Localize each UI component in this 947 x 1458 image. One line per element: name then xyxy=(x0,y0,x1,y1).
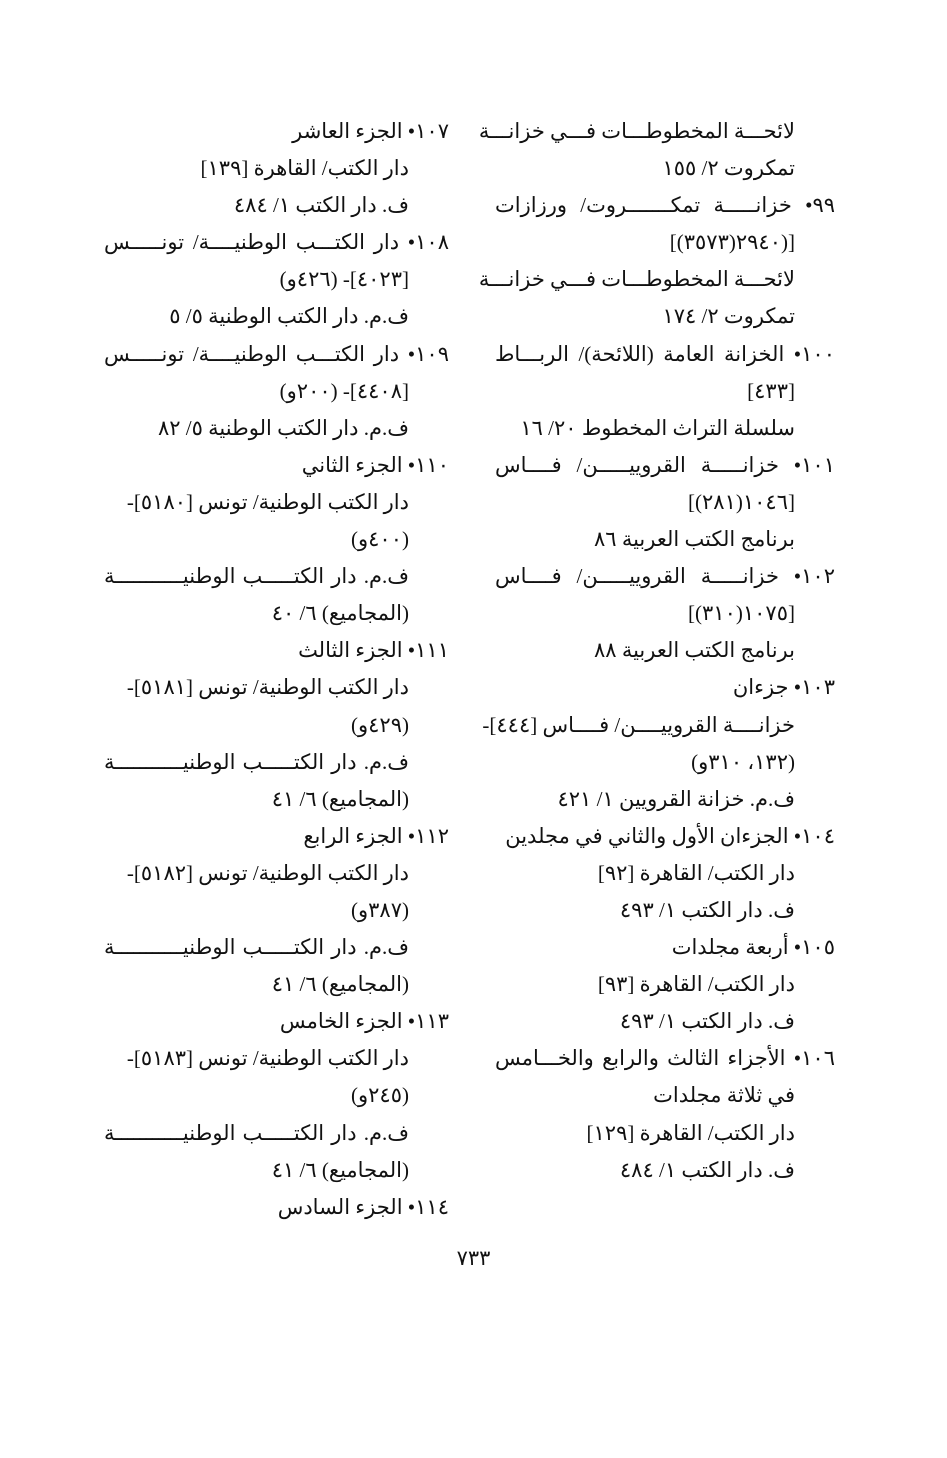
entry-detail-line: [١٠٤٦(٢٨١)] xyxy=(688,489,795,514)
entry-detail-line: سلسلة التراث المخطوط ٢٠/ ١٦ xyxy=(520,415,795,440)
entry-detail-line: (المجاميع) ٦/ ٤١ xyxy=(271,972,409,997)
entry-detail-line: ف.م. دار الكتب الوطنية ٥/ ٨٢ xyxy=(157,415,409,440)
entry-detail-line: برنامج الكتب العربية ٨٦ xyxy=(594,527,795,552)
entry-detail-line: (المجاميع) ٦/ ٤١ xyxy=(271,1157,409,1182)
entry-detail-line: دار الكتب الوطنية/ تونس [٥١٨٠]- xyxy=(126,489,409,514)
right-column xyxy=(478,113,835,1189)
entry-detail-line: دار الكتب الوطنية/ تونس [٥١٨٣]- xyxy=(126,1046,409,1071)
entry-heading-line: ١٠٩• دار الكتـــب الوطنيــــة/ تونـــــس xyxy=(104,341,449,366)
entry-detail-line: (١٣٢، ٣١٠و) xyxy=(691,749,795,774)
page-number: ٧٣٣ xyxy=(456,1246,491,1270)
entry-heading-line: ١٠٦• الأجزاء الثالث والرابع والخـــامس xyxy=(495,1046,835,1071)
entry-detail-line: ف.م. خزانة القرويين ١/ ٤٢١ xyxy=(557,786,795,811)
entry-detail-line: دار الكتب/ القاهرة [٩٣] xyxy=(597,972,795,997)
entry-heading-line: ١١١• الجزء الثالث xyxy=(298,638,449,663)
entry-detail-line: ف. دار الكتب ١/ ٤٨٤ xyxy=(233,193,409,218)
entry-detail-line: دار الكتب/ القاهرة [١٣٩] xyxy=(200,156,409,181)
entry-heading-line: ١٠٧• الجزء العاشر xyxy=(292,119,449,143)
entry-detail-line: [٤٤٠٨]- (٢٠٠و) xyxy=(279,378,409,403)
entry-detail-line: برنامج الكتب العربية ٨٨ xyxy=(594,638,795,663)
entry-detail-line: [١٠٧٥(٣١٠)] xyxy=(688,601,795,626)
entry-detail-line: ف.م. دار الكتـــــب الوطنيـــــــــــة xyxy=(104,935,409,960)
entry-detail-line: تمكروت ٢/ ١٧٤ xyxy=(662,304,795,329)
entry-detail-line: ف.م. دار الكتـــــب الوطنيـــــــــــة xyxy=(104,564,409,589)
entry-heading-line: ١١٠• الجزء الثاني xyxy=(301,452,449,477)
entry-detail-line: (٤٠٠و) xyxy=(351,527,409,552)
entry-heading-line: ١٠١• خزانـــــة القروييـــــن/ فــــاس xyxy=(495,452,835,477)
entry-heading-line: ١٠٥• أربعة مجلدات xyxy=(671,935,835,960)
entry-detail-line: دار الكتب/ القاهرة [١٢٩] xyxy=(586,1120,795,1145)
left-column xyxy=(104,113,449,1226)
entry-detail-line: ف.م. دار الكتـــــب الوطنيـــــــــــة xyxy=(104,1120,409,1145)
entry-heading-line: ١١٤• الجزء السادس xyxy=(277,1194,449,1219)
entry-detail-line: (٤٢٩و) xyxy=(351,712,409,737)
entry-detail-line: (٣٨٧و) xyxy=(351,897,409,922)
entry-detail-line: لائحـــة المخطوطـــات فـــي خزانـــة xyxy=(478,119,795,143)
entry-detail-line: خزانــــة القروييــــن/ فــــاس [٤٤٤]- xyxy=(482,712,795,737)
entry-heading-line: ١٠٢• خزانـــــة القروييـــــن/ فــــاس xyxy=(495,564,835,589)
entry-detail-line: (٢٤٥و) xyxy=(351,1083,409,1108)
entry-detail-line: [٤٣٣] xyxy=(747,378,795,403)
entry-detail-line: ف. دار الكتب ١/ ٤٩٣ xyxy=(619,1009,795,1034)
entry-detail-line: (المجاميع) ٦/ ٤١ xyxy=(271,786,409,811)
entry-heading-line: ١٠٨• دار الكتـــب الوطنيــــة/ تونـــــس xyxy=(104,230,449,255)
entry-detail-line: دار الكتب الوطنية/ تونس [٥١٨١]- xyxy=(126,675,409,700)
entry-detail-line: لائحـــة المخطوطـــات فـــي خزانـــة xyxy=(478,267,795,292)
entry-detail-line: تمكروت ٢/ ١٥٥ xyxy=(662,156,795,181)
entry-heading-line: ١١٣• الجزء الخامس xyxy=(279,1009,449,1034)
entry-detail-line: ف.م. دار الكتب الوطنية ٥/ ٥ xyxy=(169,304,409,329)
entry-detail-line: ف.م. دار الكتـــــب الوطنيـــــــــــة xyxy=(104,749,409,774)
entry-heading-line: ١١٢• الجزء الرابع xyxy=(303,823,449,848)
entry-detail-line: في ثلاثة مجلدات xyxy=(653,1083,795,1108)
entry-heading-line: ١٠٤• الجزءان الأول والثاني في مجلدين xyxy=(505,823,835,848)
entry-heading-line: ١٠٣• جزءان xyxy=(732,675,835,700)
entry-detail-line: ف. دار الكتب ١/ ٤٨٤ xyxy=(619,1157,795,1182)
entry-detail-line: دار الكتب/ القاهرة [٩٢] xyxy=(597,860,795,885)
entry-detail-line: [(٢٩٤٠(٣٥٧٣)] xyxy=(669,230,795,255)
entry-detail-line: دار الكتب الوطنية/ تونس [٥١٨٢]- xyxy=(126,860,409,885)
entry-detail-line: [٤٠٢٣]- (٤٢٦و) xyxy=(279,267,409,292)
entry-detail-line: ف. دار الكتب ١/ ٤٩٣ xyxy=(619,897,795,922)
entry-heading-line: ١٠٠• الخزانة العامة (اللائحة)/ الربـــاط xyxy=(495,341,835,366)
entry-heading-line: ٩٩• خزانـــــة تمكـــــــروت/ ورزازات xyxy=(495,193,835,218)
entry-detail-line: (المجاميع) ٦/ ٤٠ xyxy=(271,601,409,626)
